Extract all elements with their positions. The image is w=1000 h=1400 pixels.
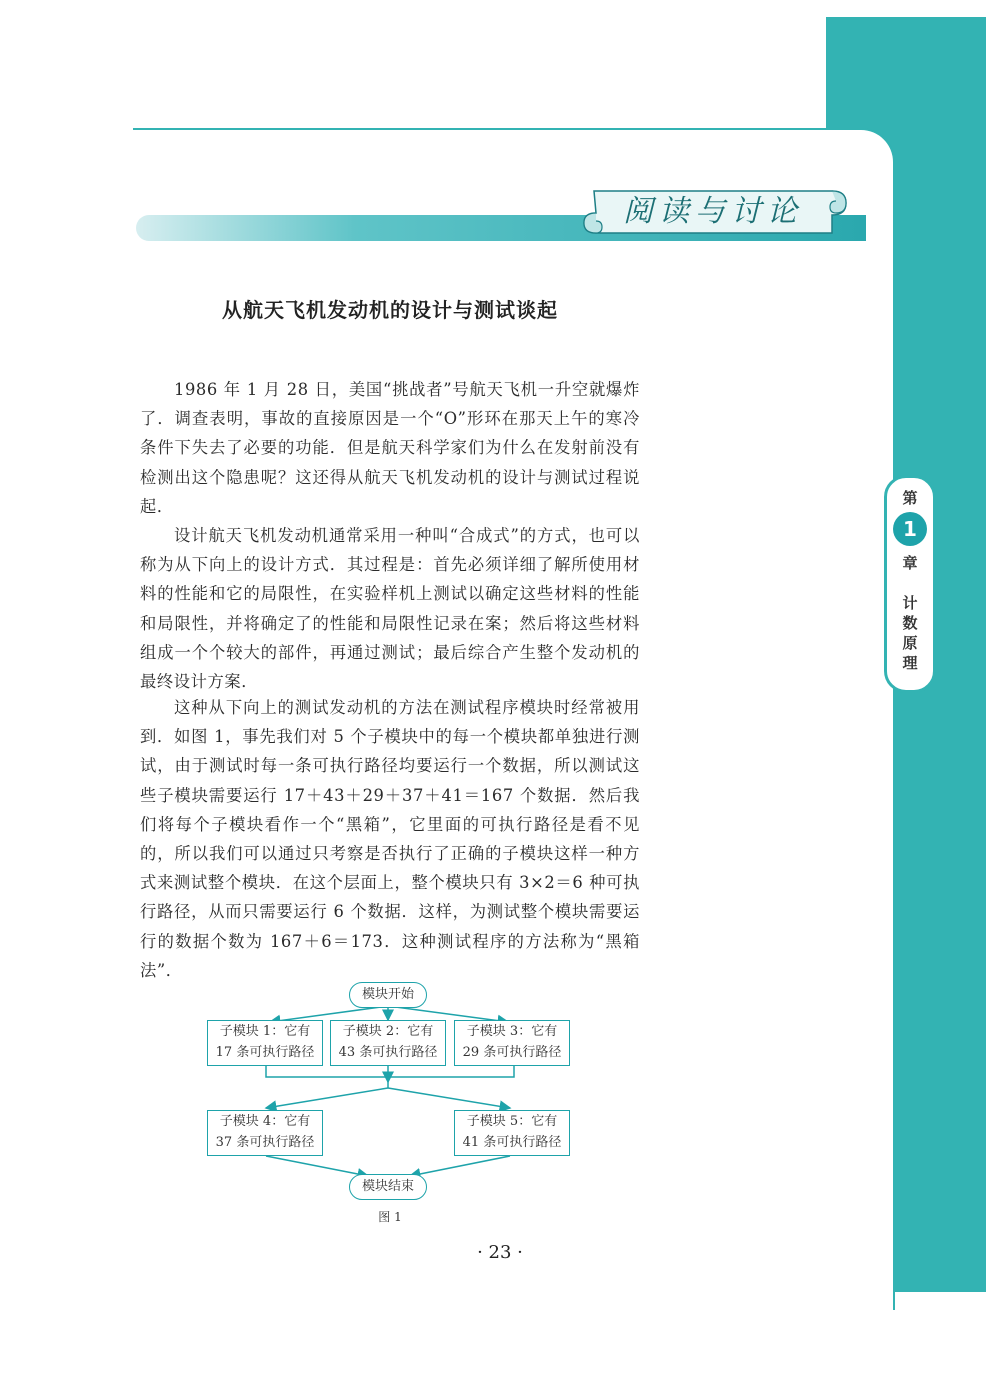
module-4-line-1: 子模块 4：它有 (219, 1114, 311, 1129)
figure-caption: 图 1 (378, 1210, 402, 1224)
chapter-prefix: 第 (902, 489, 918, 507)
module-4-line-2: 37 条可执行路径 (215, 1135, 315, 1150)
module-3-line-2: 29 条可执行路径 (462, 1045, 562, 1060)
flowchart-end: 模块结束 (349, 1174, 427, 1200)
section-banner-label: 阅读与讨论 (623, 194, 803, 229)
module-3-line-1: 子模块 3：它有 (466, 1024, 558, 1039)
module-2-line-2: 43 条可执行路径 (338, 1045, 438, 1060)
article-title: 从航天飞机发动机的设计与测试谈起 (222, 298, 558, 322)
paragraph-2: 设计航天飞机发动机通常采用一种叫“合成式”的方式，也可以称为从下向上的设计方式．其过程是：首先必须详细了解所使用材料的性能和它的局限性，在实验样机上测试以确定这些材料的性能和局限性，并将确定了的性能和局限性记录在案；然后将这些材料组成一个个较大的部件，再通过测试；最后综合产生整个发动机的最终设计方案． (140, 526, 640, 692)
chapter-name-char-2: 数 (902, 614, 918, 632)
flowchart-module-4 (207, 1110, 323, 1156)
module-2-line-1: 子模块 2：它有 (342, 1024, 434, 1039)
paragraph-3: 这种从下向上的测试发动机的方法在测试程序模块时经常被用到．如图 1，事先我们对 5 个子模块中的每一个模块都单独进行测试，由于测试时每一条可执行路径均要运行一个数据，所以测试这些子模块需要运行 17＋43＋29＋37＋41＝167 个数据．然后我们将每个子模块看作一个“黑箱”，它里面的可执行路径是看不见的，所以我们可以通过只考察是否执行了正确的子模块这样一种方式来测试整个模块．在这个层面上，整个模块只有 3×2＝6 种可执行路径，从而只需要运行 6 个数据．这样，为测试整个模块需要运行的数据个数为 167＋6＝173．这种测试程序的方法称为“黑箱法”． (140, 698, 640, 980)
module-5-line-2: 41 条可执行路径 (462, 1135, 562, 1150)
chapter-name-char-3: 原 (902, 634, 918, 652)
chapter-name-char-4: 理 (902, 654, 918, 672)
flowchart-module-3 (454, 1020, 570, 1066)
module-5-line-1: 子模块 5：它有 (466, 1114, 558, 1129)
flowchart-module-1 (207, 1020, 323, 1066)
page-number: · 23 · (477, 1242, 523, 1263)
chapter-suffix: 章 (902, 554, 918, 572)
chapter-name-char-1: 计 (902, 594, 918, 612)
flowchart-module-5 (454, 1110, 570, 1156)
chapter-number: 1 (893, 512, 927, 546)
flowchart-module-2 (330, 1020, 446, 1066)
module-1-line-1: 子模块 1：它有 (219, 1024, 311, 1039)
flowchart-start: 模块开始 (349, 982, 427, 1008)
paragraph-1: 1986 年 1 月 28 日，美国“挑战者”号航天飞机一升空就爆炸了．调查表明，事故的直接原因是一个“O”形环在那天上午的寒冷条件下失去了必要的功能．但是航天科学家们为什么在发射前没有检测出这个隐患呢？这还得从航天飞机发动机的设计与测试过程说起． (140, 380, 640, 516)
module-1-line-2: 17 条可执行路径 (215, 1045, 315, 1060)
